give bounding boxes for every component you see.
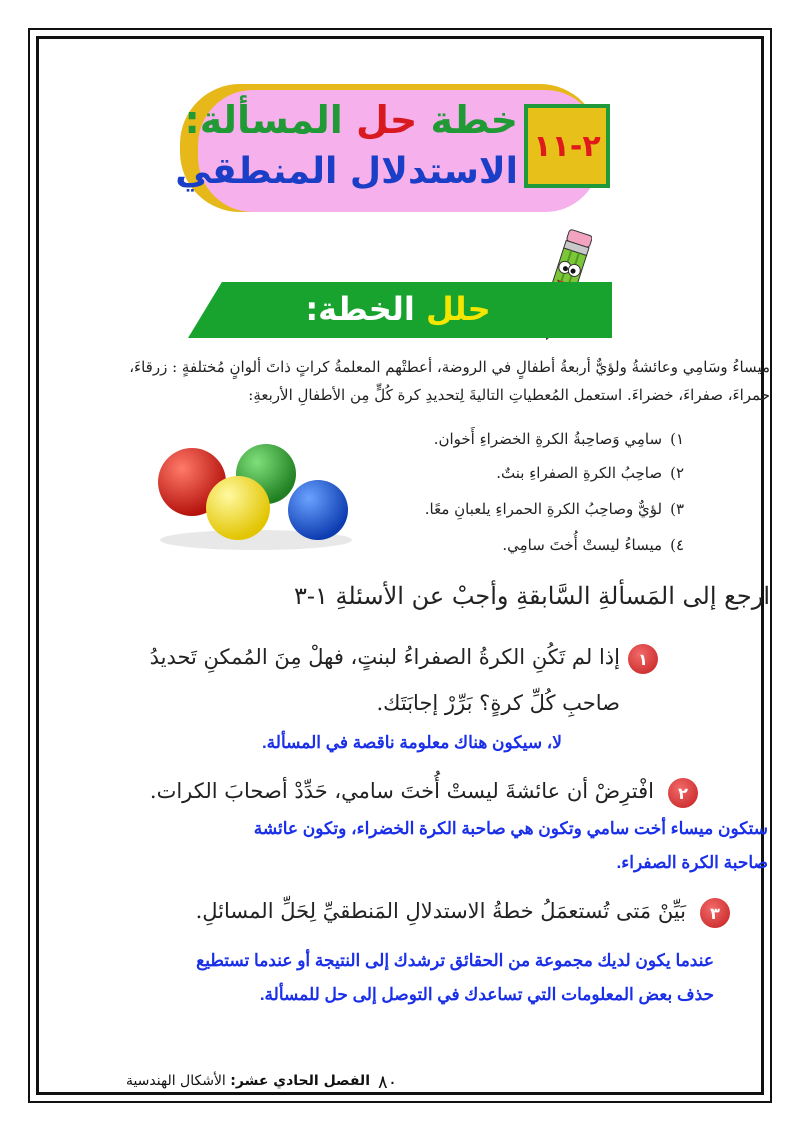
plan-word-plan: الخطة: <box>305 290 415 328</box>
clue-text: لؤيٌّ وصاحِبُ الكرةِ الحمراءِ يلعبانِ معًا. <box>424 500 663 518</box>
question-1-badge: ١ <box>628 644 658 674</box>
section-number-box: ٢-١١ <box>524 104 610 188</box>
title-word-problem: المسألة: <box>184 98 343 142</box>
problem-intro-line-1: ميساءُ وسَامِي وعائشةُ ولؤيٌّ أربعةُ أطفالٍ في الروضة، أعطتْهم المعلمةُ كراتٍ ذاتَ ألوانٍ مُختلفةٍ : زرقاءَ، <box>129 358 770 376</box>
clue-3 <box>425 498 684 520</box>
title-line-1 <box>184 96 518 144</box>
clue-text: سامِي وَصاحِبةُ الكرةِ الخضراءِ أَخوان. <box>433 430 663 448</box>
clue-number: ٣) <box>670 500 684 518</box>
title-word-solve: حل <box>356 98 418 142</box>
question-3-badge: ٣ <box>700 898 730 928</box>
answer-3-line-2: حذف بعض المعلومات التي تساعدك في التوصل إلى حل للمسألة. <box>259 985 714 1004</box>
plan-word-analyze: حلل <box>425 290 491 328</box>
footer-chapter-label: الفصل الحادي عشر: <box>230 1073 370 1089</box>
title-line-2: الاستدلال المنطقي <box>175 151 518 192</box>
problem-intro-line-2: حمراءَ، صفراءَ، خضراءَ. استعمل المُعطياتِ التاليةَ لِتحديدِ كرة كُلٍّ مِن الأطفالِ الأربعةِ: <box>248 386 770 404</box>
blue-ball <box>288 480 348 540</box>
question-1-line-1: إذا لم تَكُنِ الكرةُ الصفراءُ لبنتٍ، فهلْ مِنَ المُمكنِ تَحديدُ <box>149 645 620 669</box>
section-heading: ارجع إلى المَسألةِ السَّابقةِ وأجبْ عن الأسئلةِ ١-٣ <box>293 582 770 610</box>
title-word-plan: خطة <box>430 98 518 142</box>
clue-1 <box>434 428 684 450</box>
clue-text: ميساءُ ليستْ أُختَ سامِي. <box>502 536 663 554</box>
answer-2-line-2: صاحبة الكرة الصفراء. <box>616 853 768 872</box>
answer-2-line-1: ستكون ميساء أخت سامي وتكون هي صاحبة الكرة الخضراء، وتكون عائشة <box>253 819 768 838</box>
question-2-line-1: افْترِضْ أن عائشةَ ليستْ أُختَ سامي، حَدِّدْ أصحابَ الكرات. <box>149 779 654 803</box>
yellow-ball <box>206 476 270 540</box>
clue-number: ٤) <box>670 536 684 554</box>
page-number: ٨٠ <box>378 1072 398 1093</box>
colored-balls-image <box>156 436 352 552</box>
answer-3-line-1: عندما يكون لديك مجموعة من الحقائق ترشدك إلى النتيجة أو عندما تستطيع <box>196 951 714 970</box>
question-1-line-2: صاحبِ كُلِّ كرةٍ؟ بَرِّرْ إجابَتَك. <box>376 691 620 715</box>
plan-banner-text <box>268 283 528 335</box>
clue-text: صاحِبُ الكرةِ الصفراءِ بنتٌ. <box>496 464 663 482</box>
question-3-line-1: بَيِّنْ مَتى تُستعمَلُ خطةُ الاستدلالِ المَنطقيِّ لِحَلِّ المسائلِ. <box>195 899 686 923</box>
footer-chapter <box>126 1073 370 1089</box>
question-2-badge: ٢ <box>668 778 698 808</box>
clue-4 <box>502 534 684 556</box>
clue-number: ٢) <box>670 464 684 482</box>
clue-2 <box>496 462 684 484</box>
clue-number: ١) <box>670 430 684 448</box>
answer-1-line-1: لا، سيكون هناك معلومة ناقصة في المسألة. <box>261 733 562 752</box>
footer-chapter-title: الأشكال الهندسية <box>125 1073 226 1089</box>
